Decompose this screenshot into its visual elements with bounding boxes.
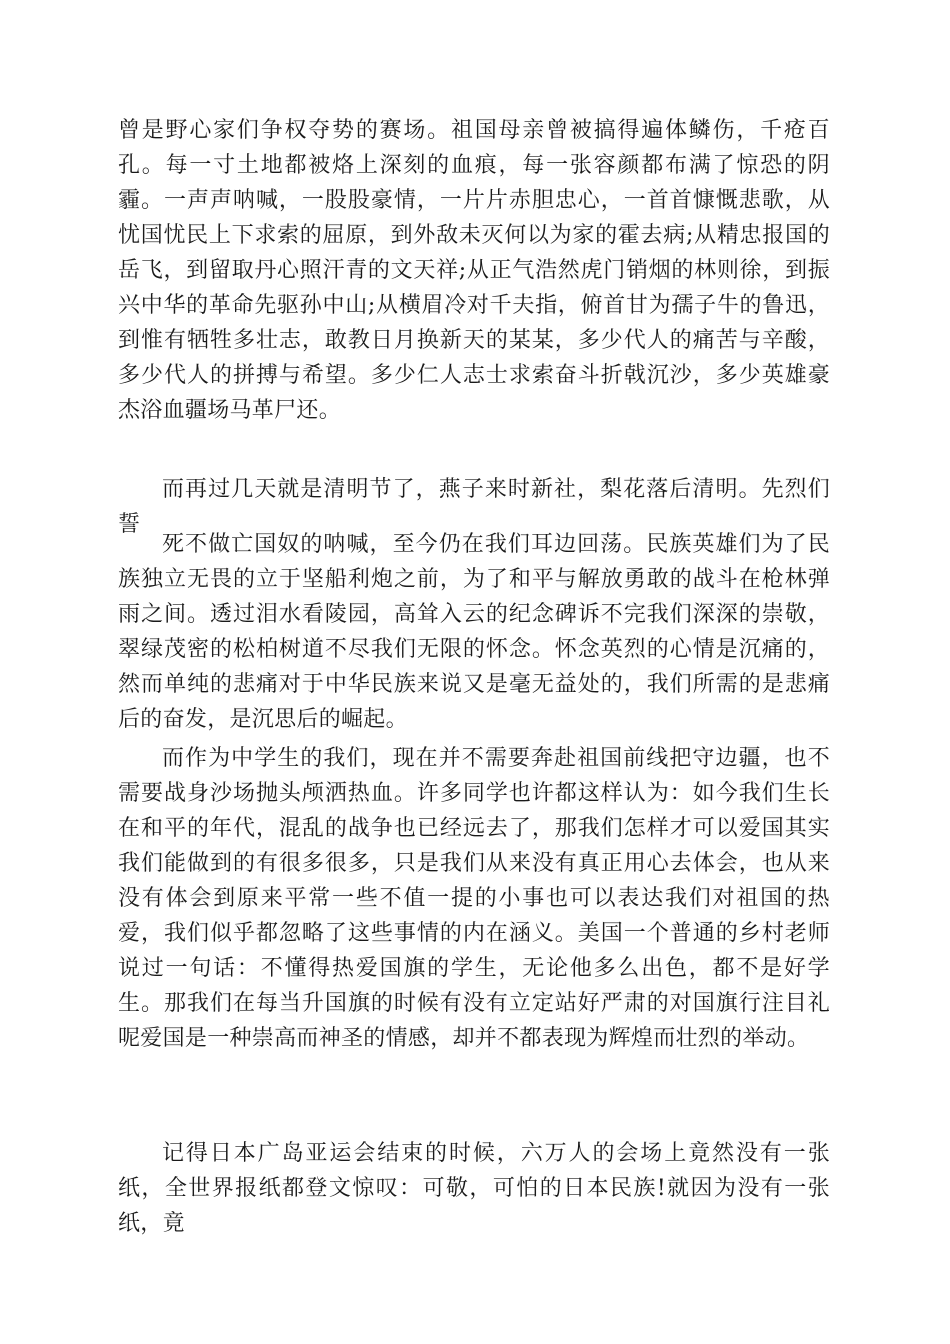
paragraph-3: 死不做亡国奴的呐喊，至今仍在我们耳边回荡。民族英雄们为了民族独立无畏的立于坚船利炮之前，为了和平与解放勇敢的战斗在枪林弹雨之间。透过泪水看陵园，高耸入云的纪念碑诉不完我们深深的崇敬，翠绿茂密的松柏树道不尽我们无限的怀念。怀念英烈的心情是沉痛的，然而单纯的悲痛对于中华民族来说又是毫无益处的，我们所需的是悲痛后的奋发，是沉思后的崛起。 bbox=[118, 532, 830, 732]
paragraph-4: 而作为中学生的我们，现在并不需要奔赴祖国前线把守边疆，也不需要战身沙场抛头颅洒热血。许多同学也许都这样认为：如今我们生长在和平的年代，混乱的战争也已经远去了，那我们怎样才可以爱国其实我们能做到的有很多很多，只是我们从来没有真正用心去体会，也从来没有体会到原来平常一些不值一提的小事也可以表达我们对祖国的热爱，我们似乎都忽略了这些事情的内在涵义。美国一个普通的乡村老师说过一句话：不懂得热爱国旗的学生，无论他多么出色，都不是好学生。那我们在每当升国旗的时候有没有立定站好严肃的对国旗行注目礼呢爱国是一种崇高而神圣的情感，却并不都表现为辉煌而壮烈的举动。 bbox=[118, 746, 830, 1051]
paragraph-2: 而再过几天就是清明节了，燕子来时新社，梨花落后清明。先烈们誓 bbox=[118, 477, 830, 537]
paragraph-5: 记得日本广岛亚运会结束的时候，六万人的会场上竟然没有一张纸，全世界报纸都登文惊叹：可敬，可怕的日本民族!就因为没有一张纸，竟 bbox=[118, 1141, 830, 1236]
paragraph-1: 曾是野心家们争权夺势的赛场。祖国母亲曾被搞得遍体鳞伤，千疮百孔。每一寸土地都被烙上深刻的血痕，每一张容颜都布满了惊恐的阴霾。一声声呐喊，一股股豪情，一片片赤胆忠心，一首首慷慨悲歌，从忧国忧民上下求索的屈原，到外敌未灭何以为家的霍去病;从精忠报国的岳飞，到留取丹心照汗青的文天祥;从正气浩然虎门销烟的林则徐，到振兴中华的革命先驱孙中山;从横眉冷对千夫指，俯首甘为孺子牛的鲁迅，到惟有牺牲多壮志，敢教日月换新天的某某，多少代人的痛苦与辛酸，多少代人的拼搏与希望。多少仁人志士求索奋斗折戟沉沙，多少英雄豪杰浴血疆场马革尸还。 bbox=[118, 118, 830, 423]
